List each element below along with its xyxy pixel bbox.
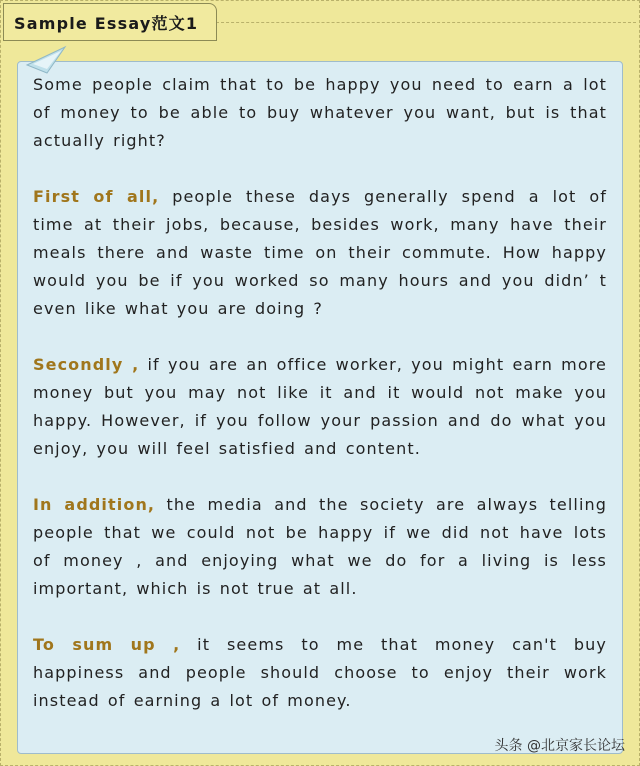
paragraph-4 <box>33 491 607 603</box>
essay-title: Sample Essay范文1 <box>14 13 199 33</box>
paragraph-5-lead: To sum up , <box>33 635 181 654</box>
paragraph-3-lead: Secondly , <box>33 355 140 374</box>
paragraph-2 <box>33 183 607 323</box>
paragraph-3-text: if you are an office worker, you might earn more money but you may not like it and it would not make you happy. However, if you follow your passion and do what you enjoy, you will feel satisfied and content. <box>33 355 607 458</box>
header-divider <box>216 22 636 23</box>
paragraph-3 <box>33 351 607 463</box>
paragraph-1-text: Some people claim that to be happy you need to earn a lot of money to be able to buy whatever you want, but is that actually right? <box>33 75 607 150</box>
paragraph-2-lead: First of all, <box>33 187 160 206</box>
title-tab <box>3 3 217 41</box>
paragraph-1 <box>33 71 607 155</box>
essay-text <box>33 71 607 743</box>
paragraph-5 <box>33 631 607 715</box>
paragraph-4-lead: In addition, <box>33 495 156 514</box>
paragraph-4-text: the media and the society are always telling people that we could not be happy if we did not have lots of money , and enjoying what we do for a living is less important, which is not true at all. <box>33 495 607 598</box>
paragraph-5-text: it seems to me that money can't buy happiness and people should choose to enjoy their work instead of earning a lot of money. <box>33 635 607 710</box>
watermark: 头条 @北京家长论坛 <box>494 738 625 754</box>
paragraph-2-text: people these days generally spend a lot of time at their jobs, because, besides work, many have their meals there and waste time on their commute. How happy would you be if you worked so many hours and you didn’ t even like what you are doing ? <box>33 187 607 318</box>
